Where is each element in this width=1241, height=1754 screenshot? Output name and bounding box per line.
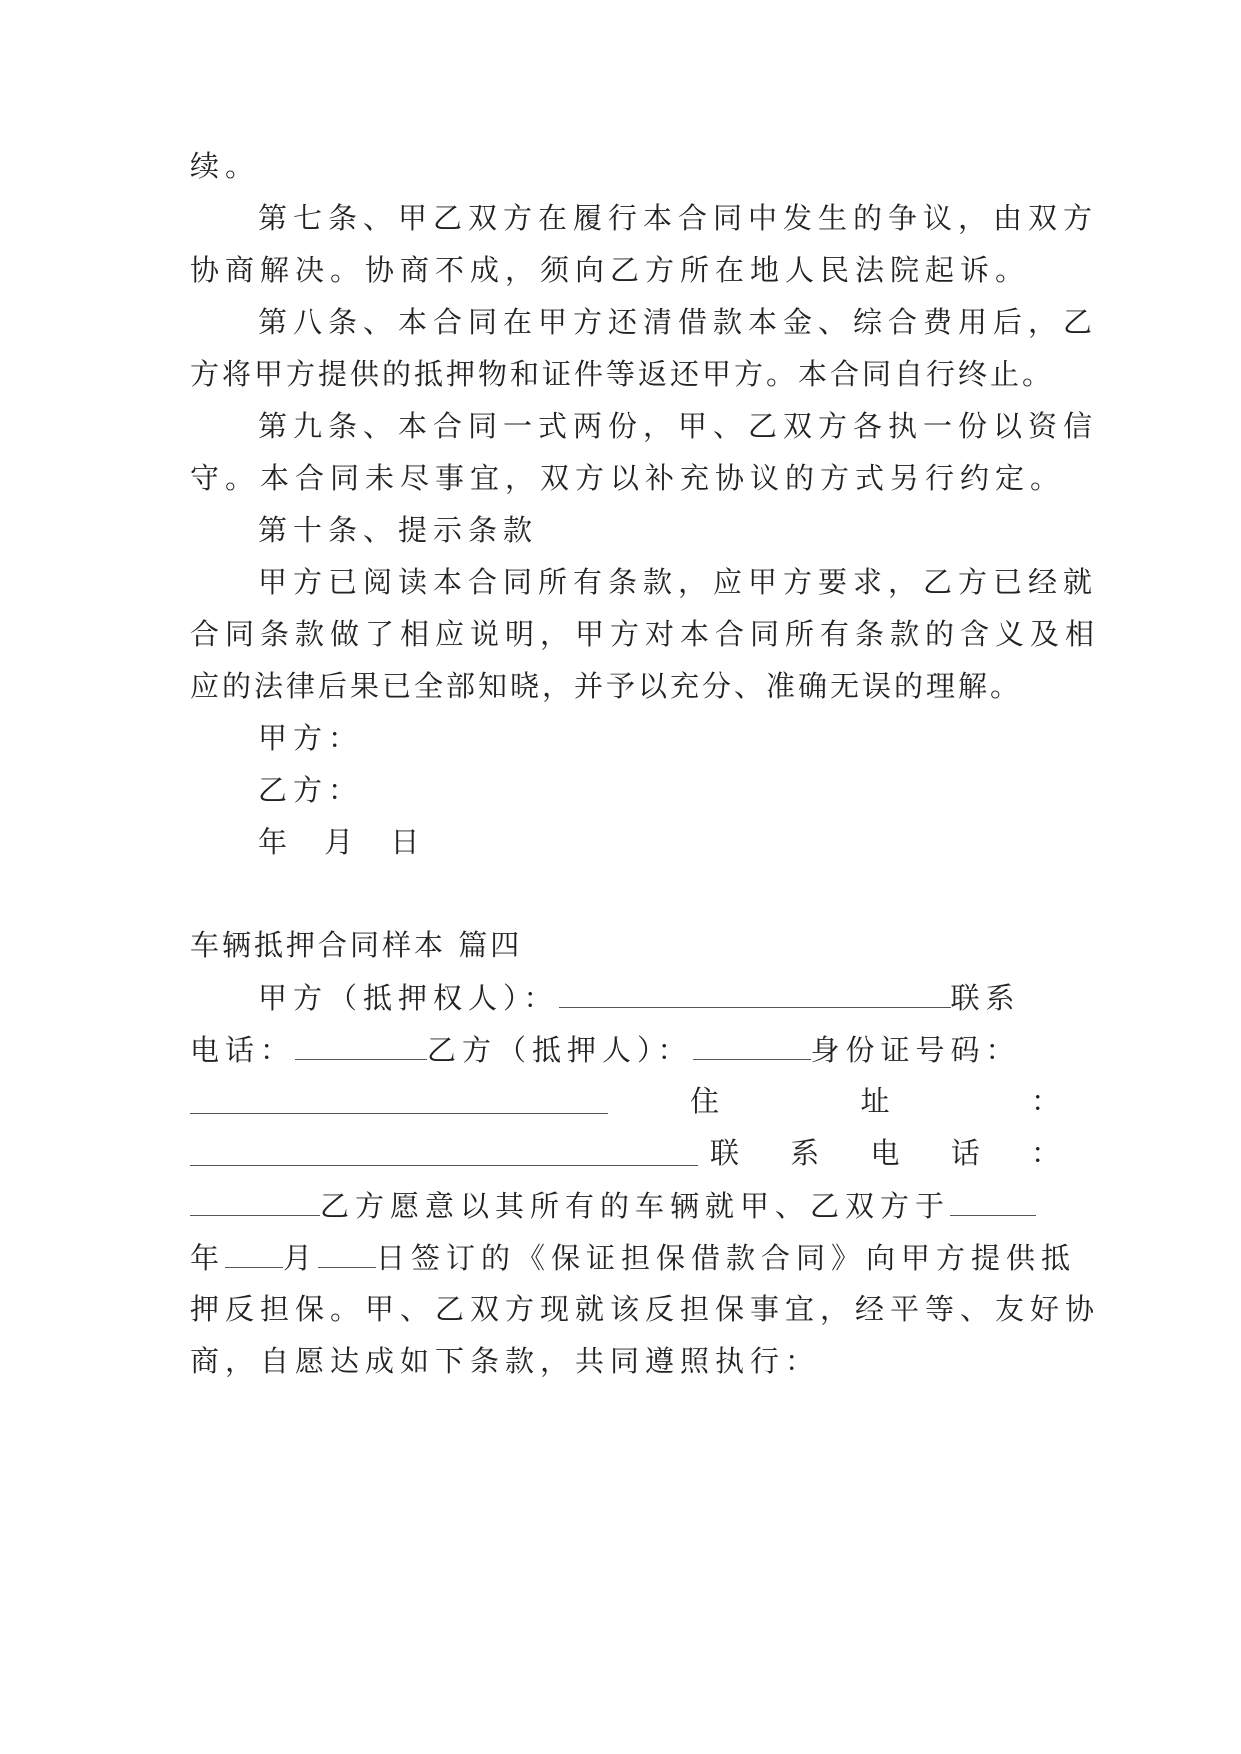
blank-field: [190, 1185, 320, 1216]
text-line: [190, 1185, 1060, 1225]
clause-9: 第九条、本合同一式两份，甲、乙双方各执一份以资信: [258, 409, 1099, 443]
contact-phone-line: [190, 1133, 1060, 1173]
phone-line: [190, 1029, 1060, 1069]
section-title: 车辆抵押合同样本 篇四: [190, 928, 523, 962]
contact-phone-label-char: 联: [710, 1136, 740, 1170]
party-b-label: 乙方（抵押人）：: [427, 1033, 693, 1067]
year-label: 年: [190, 1241, 226, 1275]
text-line: 甲方已阅读本合同所有条款，应甲方要求，乙方已经就: [258, 565, 1099, 599]
text-span: 日签订的《保证担保借款合同》向甲方提供抵: [376, 1241, 1077, 1275]
contact-phone-label-char: 系: [790, 1136, 820, 1170]
text-line: 应的法律后果已全部知晓，并予以充分、准确无误的理解。: [190, 669, 1023, 703]
blank-field: [693, 1029, 811, 1060]
party-a-label: 甲方（抵押权人）：: [258, 981, 559, 1015]
text-line: 合同条款做了相应说明，甲方对本合同所有条款的含义及相: [190, 617, 1101, 651]
party-a-line: [258, 977, 1060, 1017]
address-label-char: 址: [860, 1084, 890, 1118]
contact-phone-label-char: 电: [870, 1136, 900, 1170]
phone-label: 电话：: [190, 1033, 296, 1067]
party-b-signature-label: 乙方：: [258, 773, 364, 807]
text-line: 守。本合同未尽事宜，双方以补充协议的方式另行约定。: [190, 461, 1066, 495]
date-label: 年 月 日: [258, 825, 434, 859]
address-label-char: 住: [690, 1084, 720, 1118]
blank-field: [295, 1029, 427, 1060]
blank-field: [950, 1185, 1036, 1216]
text-line: 商，自愿达成如下条款，共同遵照执行：: [190, 1344, 821, 1378]
blank-field: [559, 977, 951, 1008]
blank-field: [318, 1237, 376, 1268]
text-line: [190, 1237, 1077, 1277]
address-line: [190, 1081, 1060, 1121]
contact-label: 联系: [950, 981, 1021, 1015]
month-label: 月: [283, 1241, 319, 1275]
clause-8: 第八条、本合同在甲方还清借款本金、综合费用后，乙: [258, 305, 1099, 339]
contact-phone-label-char: 话: [950, 1136, 980, 1170]
text-span: 乙方愿意以其所有的车辆就甲、乙双方于: [320, 1189, 951, 1223]
text-line: 续。: [190, 149, 261, 183]
blank-field: [190, 1135, 698, 1166]
contact-phone-colon: ：: [1030, 1136, 1060, 1170]
text-line: 押反担保。甲、乙双方现就该反担保事宜，经平等、友好协: [190, 1292, 1101, 1326]
party-a-signature-label: 甲方：: [258, 721, 364, 755]
clause-10: 第十条、提示条款: [258, 513, 539, 547]
clause-7: 第七条、甲乙双方在履行本合同中发生的争议，由双方: [258, 201, 1099, 235]
blank-field: [225, 1237, 283, 1268]
blank-field: [190, 1083, 608, 1114]
address-colon: ：: [1030, 1084, 1060, 1118]
text-line: 协商解决。协商不成，须向乙方所在地人民法院起诉。: [190, 253, 1031, 287]
id-number-label: 身份证号码：: [810, 1033, 1021, 1067]
text-line: 方将甲方提供的抵押物和证件等返还甲方。本合同自行终止。: [190, 357, 1055, 391]
